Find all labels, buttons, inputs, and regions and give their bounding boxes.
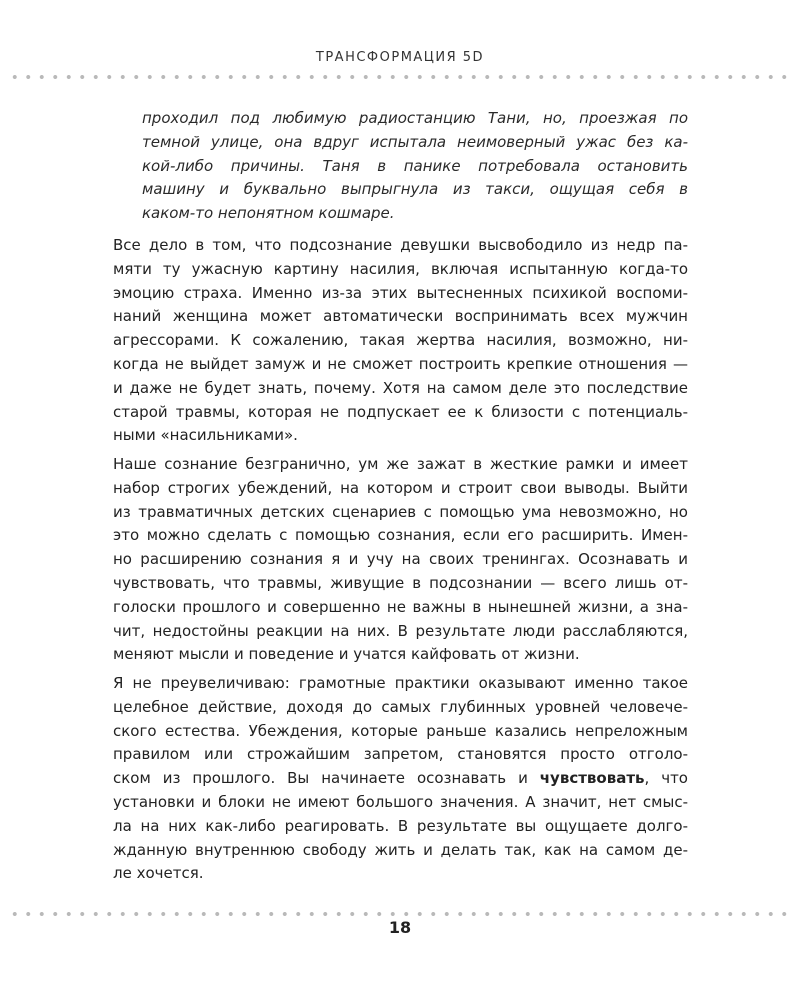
paragraph-line: агрессорами. К сожалению, такая жертва насилия, возможно, ни- — [113, 331, 688, 350]
paragraph-line: наний женщина может автоматически воспринимать всех мужчин — [113, 307, 688, 326]
paragraph-line: но расширению сознания я и учу на своих тренингах. Осознавать и — [113, 550, 688, 569]
paragraph-line: из травматичных детских сценариев с помощью ума невозможно, но — [113, 502, 688, 521]
paragraph-line: мяти ту ужасную картину насилия, включая испытанную когда-то — [113, 259, 688, 278]
quote-line: темной улице, она вдруг испытала неимоверный ужас без ка- — [142, 132, 688, 151]
paragraph-line: это можно сделать с помощью сознания, если его расширить. Имен- — [113, 526, 688, 545]
running-header: ТРАНСФОРМАЦИЯ 5D — [315, 50, 485, 65]
paragraph-line: чувствовать, что травмы, живущие в подсознании — всего лишь от- — [113, 573, 688, 592]
paragraph-line: голоски прошлого и совершенно не важны в нынешней жизни, а зна- — [113, 597, 688, 616]
paragraph-line: когда не выйдет замуж и не сможет построить крепкие отношения — — [113, 354, 688, 373]
paragraph-line: меняют мысли и поведение и учатся кайфовать от жизни. — [113, 645, 580, 664]
paragraph-line: установки и блоки не имеют большого значения. А значит, нет смыс- — [113, 792, 688, 811]
paragraph-line: старой травмы, которая не подпускает ее к близости с потенциаль- — [113, 402, 688, 421]
paragraph-line: Наше сознание безгранично, ум же зажат в жесткие рамки и имеет — [113, 455, 688, 473]
paragraph-line: правилом или строжайшим запретом, становятся просто отголо- — [113, 745, 688, 764]
bottom-dotted-divider — [8, 911, 792, 917]
paragraph-line: ле хочется. — [113, 864, 204, 883]
emphasized-word: чувствовать — [539, 769, 645, 788]
paragraph-line: ского естества. Убеждения, которые раньше казались непреложным — [113, 721, 688, 740]
top-dotted-divider — [8, 74, 792, 80]
italic-quote-block — [142, 107, 688, 226]
line-text-before-emphasis: ском из прошлого. Вы начинаете осознавать и — [113, 769, 540, 788]
paragraph-line: Все дело в том, что подсознание девушки высвободило из недр па- — [113, 236, 688, 254]
quote-line: проходил под любимую радиостанцию Тани, но, проезжая по — [142, 109, 688, 127]
paragraph-line: жданную внутреннюю свободу жить и делать так, как на самом де- — [113, 840, 688, 859]
paragraph-line-with-emphasis — [113, 767, 688, 791]
paragraph-line: ными «насильниками». — [113, 426, 298, 445]
page-number: 18 — [388, 918, 412, 937]
paragraph-line: и даже не будет знать, почему. Хотя на самом деле это последствие — [113, 378, 688, 397]
paragraph-line: чит, недостойны реакции на них. В результате люди расслабляются, — [113, 621, 688, 640]
paragraph-2 — [113, 453, 688, 667]
quote-line: каком-то непонятном кошмаре. — [142, 204, 395, 223]
quote-line: кой-либо причины. Таня в панике потребовала остановить — [142, 156, 688, 175]
paragraph-line: целебное действие, доходя до самых глубинных уровней человече- — [113, 697, 688, 716]
quote-line: машину и буквально выпрыгнула из такси, ощущая себя в — [142, 180, 688, 199]
paragraph-line: эмоцию страха. Именно из-за этих вытесненных психикой воспоми- — [113, 283, 688, 302]
paragraph-3 — [113, 672, 688, 886]
paragraph-line: ла на них как-либо реагировать. В результате вы ощущаете долго- — [113, 816, 688, 835]
paragraph-line: набор строгих убеждений, на котором и строит свои выводы. Выйти — [113, 478, 688, 497]
paragraph-1 — [113, 234, 688, 448]
paragraph-line: Я не преувеличиваю: грамотные практики оказывают именно такое — [113, 674, 688, 692]
line-text-after-emphasis: , что — [644, 769, 688, 788]
